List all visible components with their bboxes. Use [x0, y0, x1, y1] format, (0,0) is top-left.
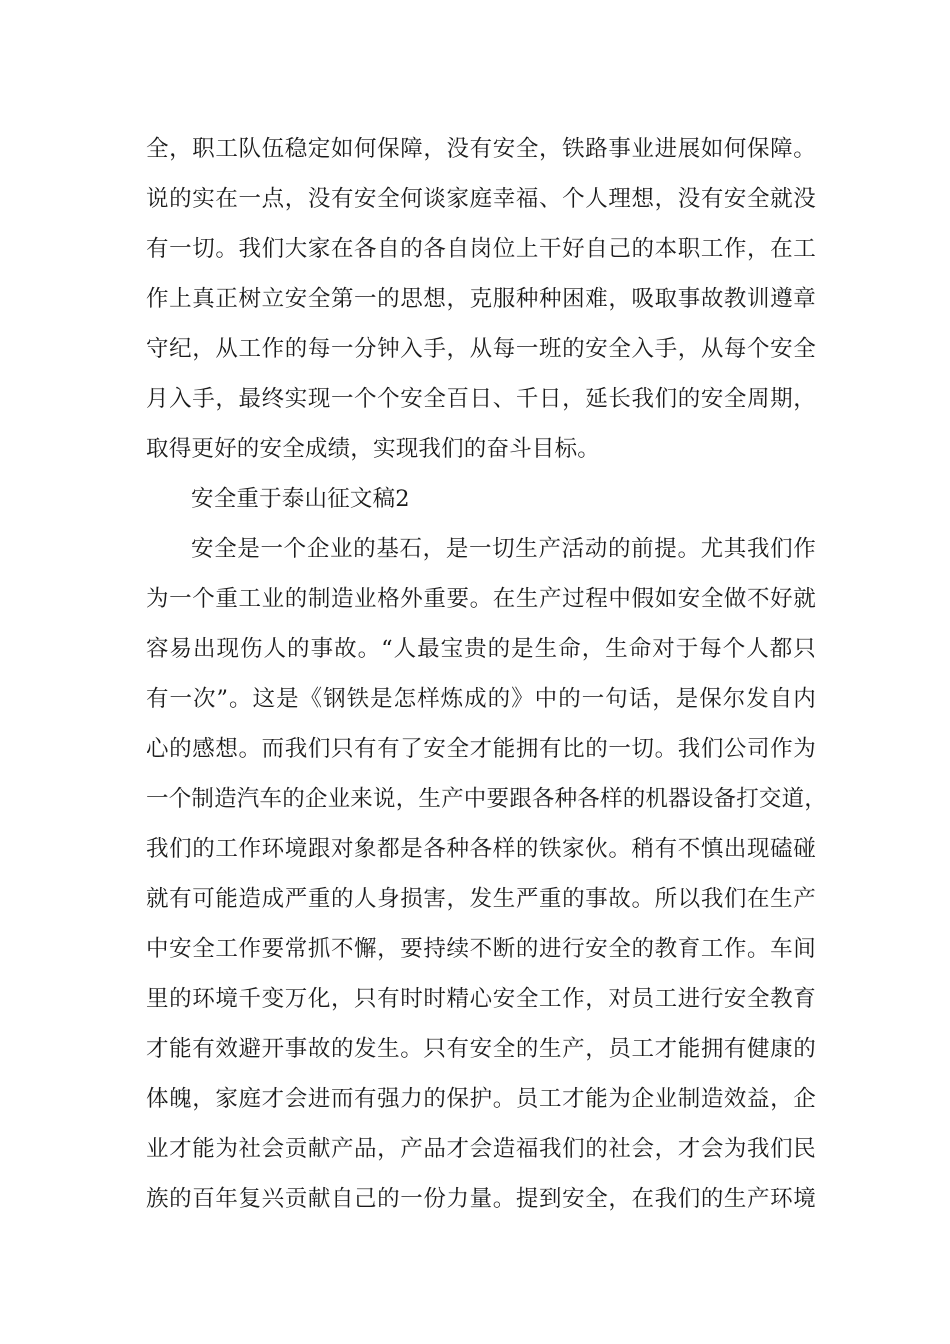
paragraph-2	[146, 524, 828, 1224]
paragraph-2-line: 我们的工作环境跟对象都是各种各样的铁家伙。稍有不慎出现磕碰	[146, 836, 816, 862]
paragraph-2-line: 为一个重工业的制造业格外重要。在生产过程中假如安全做不好就	[146, 586, 816, 612]
paragraph-1-line: 全，职工队伍稳定如何保障，没有安全，铁路事业进展如何保障。	[146, 136, 816, 162]
paragraph-2-line: 族的百年复兴贡献自己的一份力量。提到安全，在我们的生产环境	[146, 1186, 816, 1212]
paragraph-1-line: 月入手，最终实现一个个安全百日、千日，延长我们的安全周期，	[146, 386, 816, 412]
paragraph-2-line: 中安全工作要常抓不懈，要持续不断的进行安全的教育工作。车间	[146, 936, 816, 962]
paragraph-1-line: 守纪，从工作的每一分钟入手，从每一班的安全入手，从每个安全	[146, 336, 816, 362]
section-heading: 安全重于泰山征文稿2	[191, 486, 410, 512]
paragraph-1-line: 作上真正树立安全第一的思想，克服种种困难，吸取事故教训遵章	[146, 286, 816, 312]
paragraph-1-line: 说的实在一点，没有安全何谈家庭幸福、个人理想，没有安全就没	[146, 186, 816, 212]
paragraph-2-line: 容易出现伤人的事故。“人最宝贵的是生命，生命对于每个人都只	[146, 636, 816, 662]
paragraph-1-line: 有一切。我们大家在各自的各自岗位上干好自己的本职工作，在工	[146, 236, 816, 262]
paragraph-2-line: 一个制造汽车的企业来说，生产中要跟各种各样的机器设备打交道，	[146, 786, 828, 812]
paragraph-2-line: 体魄，家庭才会进而有强力的保护。员工才能为企业制造效益，企	[146, 1086, 816, 1112]
paragraph-1	[146, 124, 816, 474]
paragraph-2-line: 就有可能造成严重的人身损害，发生严重的事故。所以我们在生产	[146, 886, 816, 912]
paragraph-2-line: 安全是一个企业的基石，是一切生产活动的前提。尤其我们作	[191, 536, 816, 562]
paragraph-2-line: 心的感想。而我们只有有了安全才能拥有比的一切。我们公司作为	[146, 736, 816, 762]
paragraph-2-line: 有一次”。这是《钢铁是怎样炼成的》中的一句话，是保尔发自内	[146, 686, 816, 712]
section-heading-block	[146, 474, 816, 524]
paragraph-2-line: 业才能为社会贡献产品，产品才会造福我们的社会，才会为我们民	[146, 1136, 816, 1162]
paragraph-2-line: 才能有效避开事故的发生。只有安全的生产，员工才能拥有健康的	[146, 1036, 816, 1062]
paragraph-1-line: 取得更好的安全成绩，实现我们的奋斗目标。	[146, 436, 601, 462]
paragraph-2-line: 里的环境千变万化，只有时时精心安全工作，对员工进行安全教育	[146, 986, 816, 1012]
